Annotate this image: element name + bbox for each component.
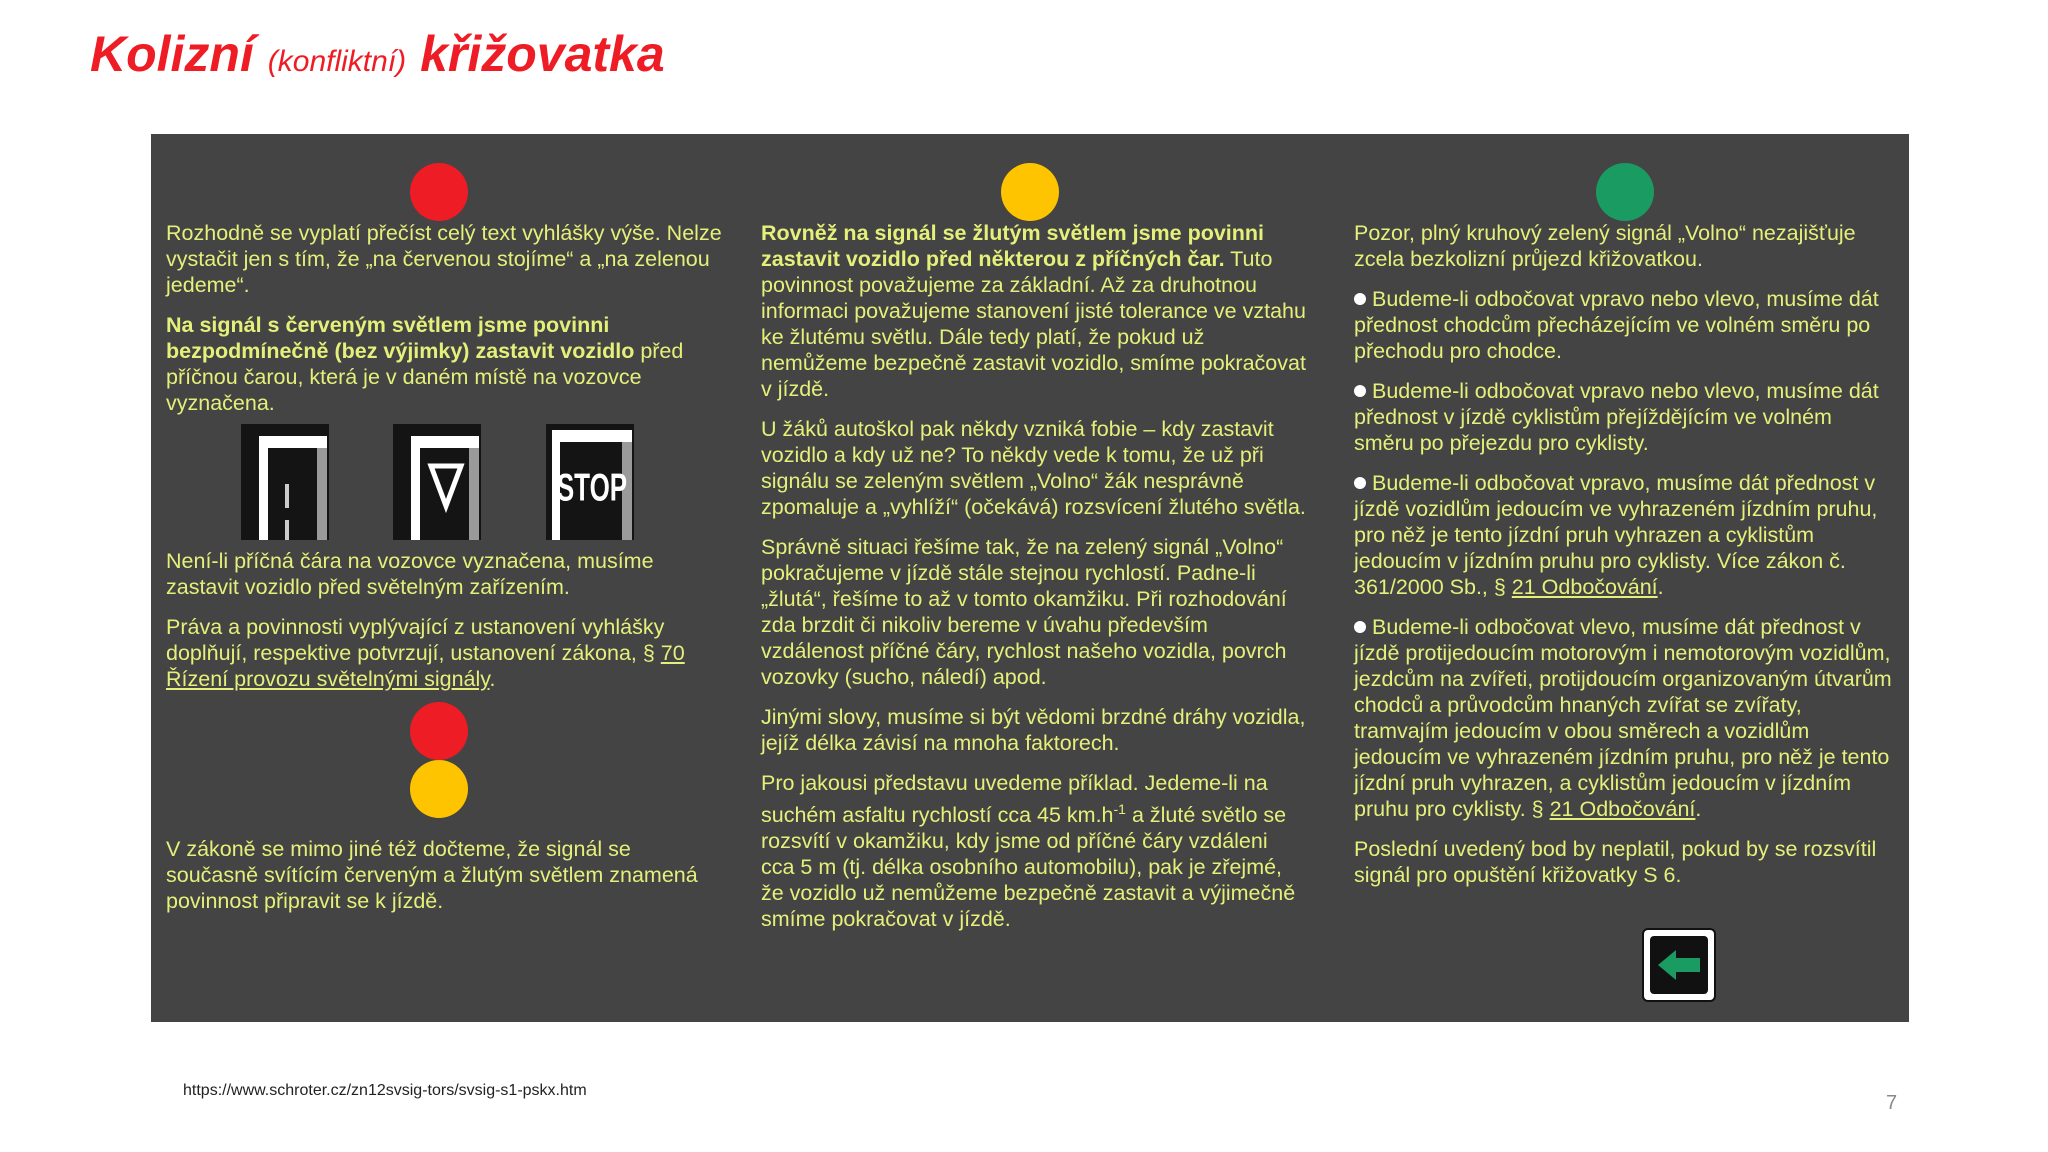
give-way-line-sign-icon	[393, 424, 481, 540]
col3-intro: Pozor, plný kruhový zelený signál „Volno“ nezajišťuje zcela bezkolizní průjezd křižovatkou.	[1354, 221, 1856, 271]
column-green	[1354, 134, 1894, 1022]
col2-example: Pro jakousi představu uvedeme příklad. Jedeme-li na suchém asfaltu rychlostí cca 45 $km.h^{-1}$ a žluté světlo se rozsvítí v okamžiku, kdy jsme od příčné čáry vzdáleni cca 5 m (tj. délka osobního automobilu), pak je zřejmé, že vozidlo už nemůžeme bezpečně zastavit a výjimečně smíme pokračovat v jízdě.	[761, 771, 1296, 932]
col3-last: Poslední uvedený bod by neplatil, pokud by se rozsvítil signál pro opuštění křižovatky S 6.	[1354, 837, 1877, 887]
col3-bullet-4: Budeme-li odbočovat vlevo, musíme dát přednost v jízdě protijedoucím motorovým i nemotorovým vozidlům, jezdcům na zvířeti, protijdoucím organizovaným útvarům chodců a průvodcům hnaných zvířat se zvířaty, tramvajím jedoucím v obou směrech a vozidlům jedoucím ve vyhrazeném jízdním pruhu, pro něž je tento jízdní pruh vyhrazen, a cyklistům jedoucím v jízdním pruhu pro cyklisty. § 21 Odbočování.	[1354, 615, 1892, 821]
title-paren: (konfliktní)	[267, 45, 407, 78]
col3-bullet-3: Budeme-li odbočovat vpravo, musíme dát přednost v jízdě vozidlům jedoucím ve vyhrazeném jízdním pruhu, pro něž je tento jízdní pruh vyhrazen a cyklistům jedoucím v jízdním pruhu pro cyklisty. Více zákon č. 361/2000 Sb., § 21 Odbočování.	[1354, 471, 1878, 599]
slide-title	[90, 22, 665, 94]
law-70-link[interactable]: 70 Řízení provozu světelnými signály	[166, 641, 685, 691]
col2-phobia: U žáků autoškol pak někdy vzniká fobie – kdy zastavit vozidlo a kdy už ne? To někdy vede k tomu, že už při signálu se zeleným světlem „Volno“ žák nesprávně zpomaluje a „vyhlíží“ (očekává) rozsvícení žlutého světla.	[761, 417, 1306, 519]
title-end: křižovatka	[420, 26, 665, 82]
bullet-icon	[1354, 385, 1366, 397]
col1-no-line: Není-li příčná čára na vozovce vyznačena, musíme zastavit vozidlo před světelným zařízením.	[166, 549, 654, 599]
col2-yellow-rule: Rovněž na signál se žlutým světlem jsme povinni zastavit vozidlo před některou z příčných čar. Tuto povinnost považujeme za základní. Až za druhotnou informaci považujeme stanovení jisté tolerance ve vztahu ke žlutému světlu. Dále tedy platí, že pokud už nemůžeme bezpečně zastavit vozidlo, smíme pokračovat v jízdě.	[761, 221, 1306, 401]
stop-line-sign-icon	[241, 424, 329, 540]
page-number: 7	[1886, 1092, 1898, 1114]
column-red	[166, 134, 726, 1022]
stop-sign-marking-icon	[546, 424, 634, 540]
red-light-icon-2	[410, 702, 468, 760]
bullet-icon	[1354, 293, 1366, 305]
col3-bullet-2: Budeme-li odbočovat vpravo nebo vlevo, musíme dát přednost v jízdě cyklistům přejíždějícím ve volném směru po přejezdu pro cyklisty.	[1354, 379, 1879, 455]
col1-red-rule: Na signál s červeným světlem jsme povinni bezpodmínečně (bez výjimky) zastavit vozidlo před příčnou čarou, která je v daném místě na vozovce vyznačena.	[166, 313, 684, 415]
col1-law-ref: Práva a povinnosti vyplývající z ustanovení vyhlášky doplňují, respektive potvrzují, ustanovení zákona, § 70 Řízení provozu světelnými signály.	[166, 615, 685, 691]
green-light-icon	[1596, 163, 1654, 221]
stop-line-signs	[241, 424, 661, 540]
bullet-icon	[1354, 477, 1366, 489]
stop-sign-text: STOP	[556, 466, 628, 510]
col1-red-yellow: V zákoně se mimo jiné též dočteme, že signál se současně svítícím červeným a žlutým světlem znamená povinnost připravit se k jízdě.	[166, 837, 698, 913]
yellow-light-icon-2	[410, 760, 468, 818]
column-yellow	[761, 134, 1306, 1022]
law-21-link[interactable]: 21 Odbočování	[1511, 575, 1658, 599]
title-main: Kolizní	[90, 26, 254, 82]
col3-bullet-1: Budeme-li odbočovat vpravo nebo vlevo, musíme dát přednost chodcům přecházejícím ve volném směru po přechodu pro chodce.	[1354, 287, 1879, 363]
left-arrow-signal-icon	[1642, 928, 1716, 1002]
bullet-icon	[1354, 621, 1366, 633]
law-21-link-2[interactable]: 21 Odbočování	[1549, 797, 1696, 821]
col2-solution: Správně situaci řešíme tak, že na zelený signál „Volno“ pokračujeme v jízdě stále stejnou rychlostí. Padne-li „žlutá“, řešíme to až v tomto okamžiku. Při rozhodování zda brzdit či nikoliv bereme v úvahu především vzdálenost příčné čáry, rychlost našeho vozidla, povrch vozovky (sucho, náledí) apod.	[761, 535, 1287, 689]
red-light-icon	[410, 163, 468, 221]
col2-braking: Jinými slovy, musíme si být vědomi brzdné dráhy vozidla, jejíž délka závisí na mnoha faktorech.	[761, 705, 1306, 755]
col1-intro: Rozhodně se vyplatí přečíst celý text vyhlášky výše. Nelze vystačit jen s tím, že „na červenou stojíme“ a „na zelenou jedeme“.	[166, 221, 722, 297]
content-panel	[151, 134, 1909, 1022]
source-url: https://www.schroter.cz/zn12svsig-tors/svsig-s1-pskx.htm	[183, 1082, 587, 1099]
yellow-light-icon	[1001, 163, 1059, 221]
